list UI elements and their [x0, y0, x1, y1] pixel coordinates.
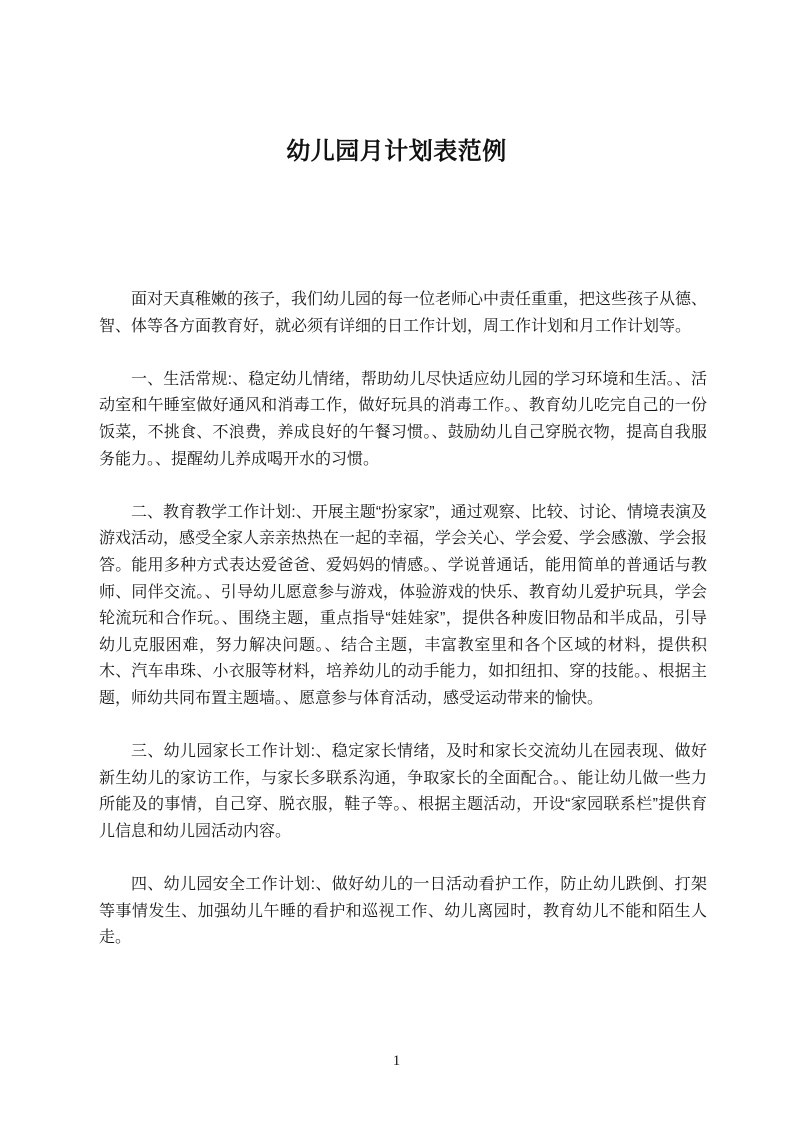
paragraph-safety-plan: 四、幼儿园安全工作计划:、做好幼儿的一日活动看护工作，防止幼儿跌倒、打架等事情发生、加强幼儿午睡的看护和巡视工作、幼儿离园时，教育幼儿不能和陌生人走。	[99, 876, 707, 947]
document-title: 幼儿园月计划表范例	[286, 138, 507, 165]
page-number: 1	[392, 1053, 401, 1069]
paragraph-teaching-plan: 二、教育教学工作计划:、开展主题“扮家家”，通过观察、比较、讨论、情境表演及游戏活动，感受全家人亲亲热热在一起的幸福，学会关心、学会爱、学会感激、学会报答。能用多种方式表达爱爸爸、爱妈妈的情感。、学说普通话，能用简单的普通话与教师、同伴交流。、引导幼儿愿意参与游戏，体验游戏的快乐、教育幼儿爱护玩具，学会轮流玩和合作玩。、围绕主题，重点指导“娃娃家”，提供各种废旧物品和半成品，引导幼儿克服困难，努力解决问题。、结合主题，丰富教室里和各个区域的材料，提供积木、汽车串珠、小衣服等材料，培养幼儿的动手能力，如扣纽扣、穿的技能。、根据主题，师幼共同布置主题墙。、愿意参与体育活动，感受运动带来的愉快。	[99, 503, 708, 707]
document-body	[99, 287, 707, 952]
paragraph-intro: 面对天真稚嫩的孩子，我们幼儿园的每一位老师心中责任重重，把这些孩子从德、智、体等各方面教育好，就必须有详细的日工作计划，周工作计划和月工作计划等。	[99, 291, 708, 335]
paragraph-daily-routine-plan: 一、生活常规:、稳定幼儿情绪，帮助幼儿尽快适应幼儿园的学习环境和生活。、活动室和午睡室做好通风和消毒工作，做好玩具的消毒工作。、教育幼儿吃完自己的一份饭菜，不挑食、不浪费，养成良好的午餐习惯。、鼓励幼儿自己穿脱衣物，提高自我服务能力。、提醒幼儿养成喝开水的习惯。	[99, 370, 707, 468]
page-footer	[0, 1050, 793, 1072]
paragraph-parent-work-plan: 三、幼儿园家长工作计划:、稳定家长情绪，及时和家长交流幼儿在园表现、做好新生幼儿的家访工作，与家长多联系沟通，争取家长的全面配合。、能让幼儿做一些力所能及的事情，自己穿、脱衣服，鞋子等。、根据主题活动，开设“家园联系栏”提供育儿信息和幼儿园活动内容。	[99, 743, 707, 840]
